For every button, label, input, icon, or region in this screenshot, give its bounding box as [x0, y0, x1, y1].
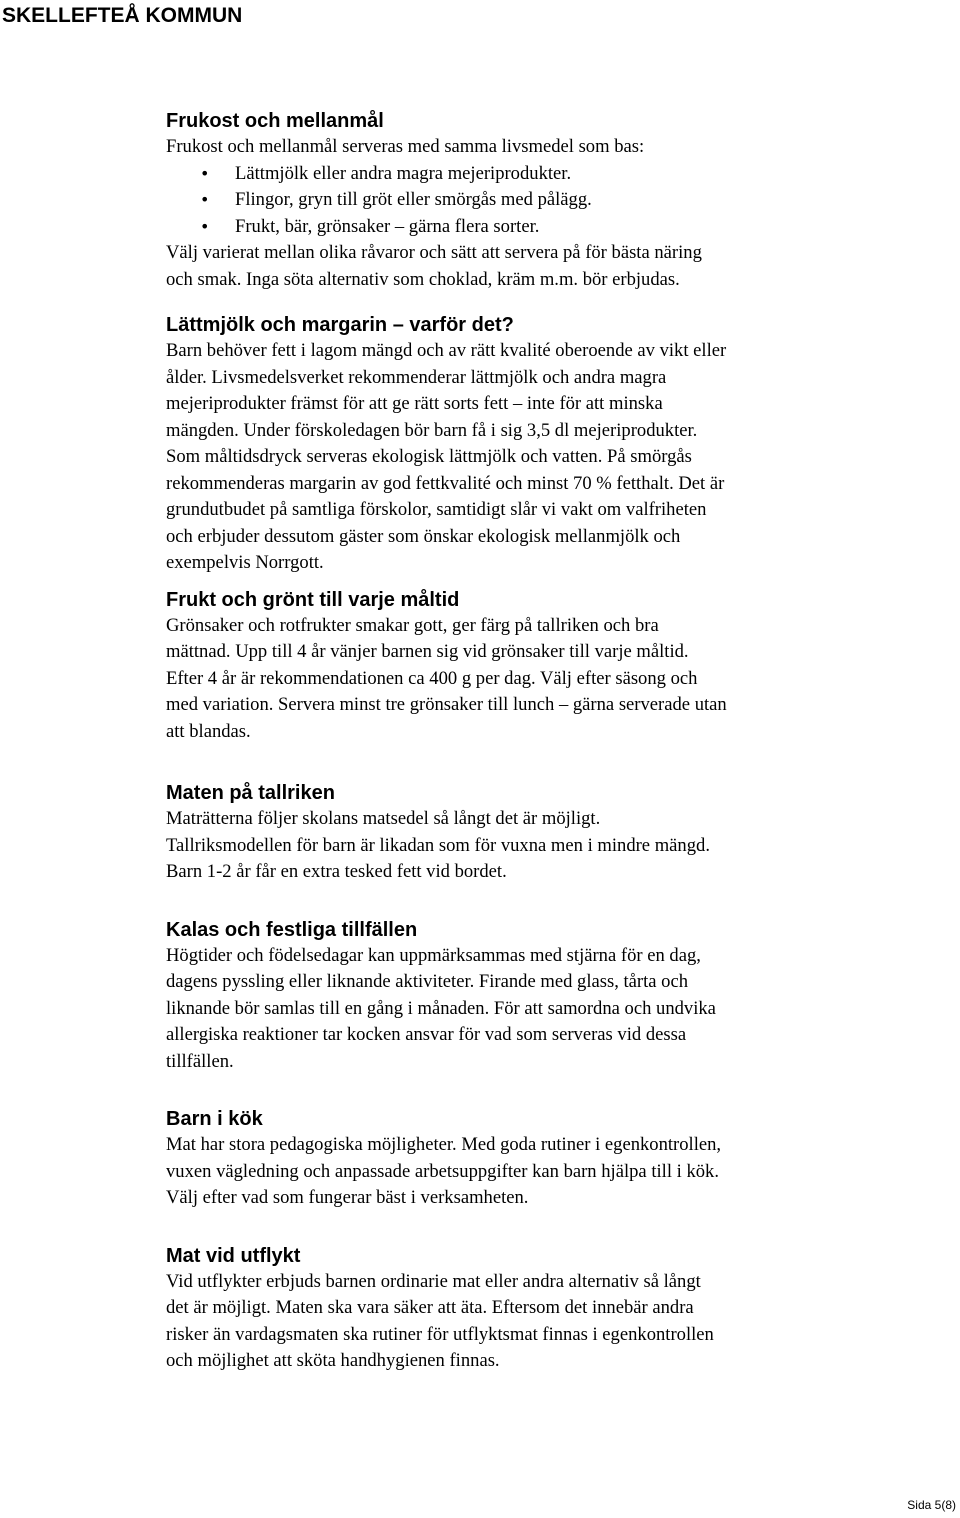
section-heading: Mat vid utflykt	[166, 1244, 301, 1267]
bullet-list	[166, 161, 886, 241]
section-text: Maträtterna följer skolans matsedel så långt det är möjligt. Tallriksmodellen för barn är likadan som för vuxna men i mindre mängd. Barn 1-2 år får en extra tesked fett vid bordet.	[166, 808, 710, 882]
section-text: Högtider och födelsedagar kan uppmärksammas med stjärna för en dag, dagens pyssling eller liknande aktiviteter. Firande med glass, tårta och liknande bör samlas till en gång i månaden. För att samordna och undvika allergiska reaktioner tar kocken ansvar för vad som serveras vid dessa tillfällen.	[166, 944, 716, 1072]
section-heading: Frukost och mellanmål	[166, 110, 384, 132]
section-kalas	[166, 917, 886, 1076]
document-body	[166, 108, 886, 1375]
section-barn-i-kok	[166, 1106, 886, 1212]
section-intro: Frukost och mellanmål serveras med samma livsmedel som bas:	[166, 136, 645, 157]
section-text: Välj varierat mellan olika råvaror och sätt att servera på för bästa näring och smak. Inga söta alternativ som choklad, kräm m.m. bör erbjudas.	[166, 242, 702, 290]
section-heading: Barn i kök	[166, 1108, 263, 1130]
section-heading: Kalas och festliga tillfällen	[166, 918, 418, 941]
list-item: • Flingor, gryn till gröt eller smörgås med pålägg.	[166, 187, 886, 214]
page-number: Sida 5(8)	[907, 1498, 956, 1512]
section-text: Vid utflykter erbjuds barnen ordinarie mat eller andra alternativ så långt det är möjligt. Maten ska vara säker att äta. Eftersom det innebär andra risker än vardagsmaten ska rutiner för utflyktsmat finnas i egenkontrollen och möjlighet att sköta handhygienen finnas.	[166, 1270, 714, 1371]
organization-header: SKELLEFTEÅ KOMMUN	[2, 4, 243, 27]
list-item: • Lättmjölk eller andra magra mejeriprodukter.	[166, 161, 886, 188]
section-utflykt	[166, 1243, 886, 1375]
section-frukt	[166, 587, 886, 746]
section-text: Mat har stora pedagogiska möjligheter. Med goda rutiner i egenkontrollen, vuxen vägledning och anpassade arbetsuppgifter kan barn hjälpa till i kök. Välj efter vad som fungerar bäst i verksamheten.	[166, 1134, 722, 1208]
section-heading: Frukt och grönt till varje måltid	[166, 588, 460, 611]
list-item: • Frukt, bär, grönsaker – gärna flera sorter.	[166, 214, 886, 241]
section-maten	[166, 780, 886, 886]
section-text: Grönsaker och rotfrukter smakar gott, ger färg på tallriken och bra mättnad. Upp till 4 år vänjer barnen sig vid grönsaker till varje måltid. Efter 4 år är rekommendationen ca 400 g per dag. Välj efter säsong och med variation. Servera minst tre grönsaker till lunch – gärna serverade utan att blandas.	[166, 614, 727, 742]
section-heading: Maten på tallriken	[166, 782, 335, 804]
section-lattmjolk	[166, 312, 886, 577]
section-frukost	[166, 108, 886, 293]
section-heading: Lättmjölk och margarin – varför det?	[166, 314, 514, 336]
section-text: Barn behöver fett i lagom mängd och av rätt kvalité oberoende av vikt eller ålder. Livsmedelsverket rekommenderar lättmjölk och andra magra mejeriprodukter främst för att ge rätt sorts fett – inte för att minska mängden. Under förskoledagen bör barn få i sig 3,5 dl mejeriprodukter. Som måltidsdryck serveras ekologisk lättmjölk och vatten. På smörgås rekommenderas margarin av god fettkvalité och minst 70 % fetthalt. Det är grundutbudet på samtliga förskolor, samtidigt slår vi vakt om valfriheten och erbjuder dessutom gäster som önskar ekologisk mellanmjölk och exempelvis Norrgott.	[166, 340, 727, 573]
